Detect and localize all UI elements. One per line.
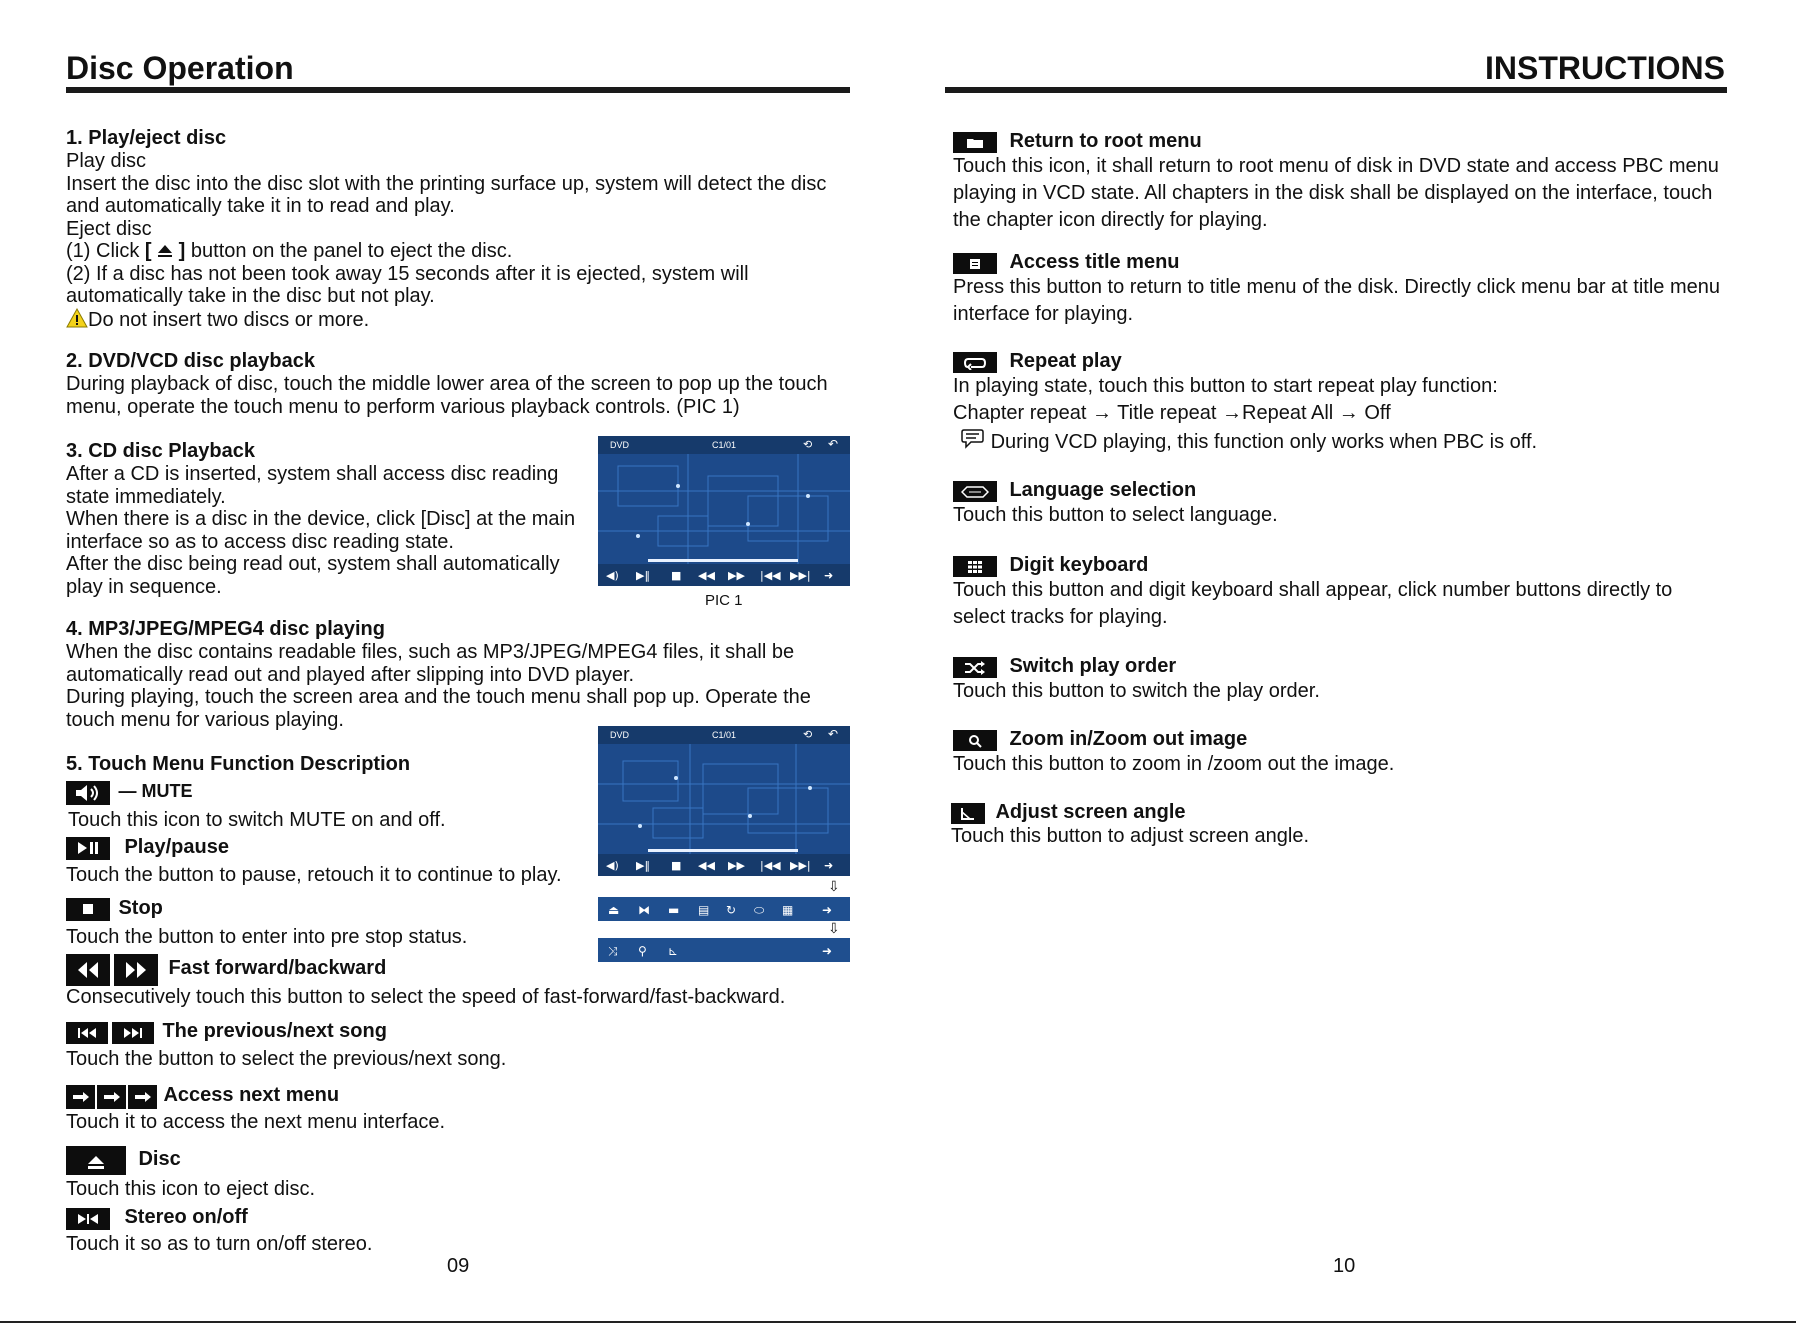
svg-text:◀): ◀) [606,859,619,872]
text-line: In playing state, touch this button to start repeat play function: [953,375,1498,398]
item-language [953,479,1733,529]
text-line: interface so as to access disc reading state. [66,530,454,553]
section-title: 4. MP3/JPEG/MPEG4 disc playing [66,618,385,640]
text-line: Eject disc [66,217,152,240]
arrow-down-icon: ⇩ [828,920,840,936]
svg-text:◀◀: ◀◀ [698,859,715,872]
section-title: 5. Touch Menu Function Description [66,753,411,775]
note-icon [961,427,985,449]
item-repeat [953,350,1733,455]
note-line [961,427,1733,455]
pic2-tag: DVD [610,730,630,740]
prev-label: The previous/next song [162,1020,387,1042]
right-header-rule [945,87,1727,93]
arrow-right-icon [66,1085,95,1109]
pic1-progress [648,559,798,562]
svg-text:■: ■ [671,569,682,582]
svg-text:➜: ➜ [822,903,833,917]
text-line: Insert the disc into the disc slot with the printing surface up, system will detect the disc [66,172,827,195]
section-play-eject [66,127,856,331]
page-number-right: 10 [1333,1255,1356,1277]
item-shuffle [953,655,1733,705]
bottom-rule [0,1321,1796,1323]
svg-text:▶‖: ▶‖ [636,859,650,872]
svg-text:▬: ▬ [668,903,680,917]
play-pause-icon [66,837,110,860]
arrow-right-icon [128,1085,157,1109]
next-icon [112,1022,154,1044]
text-line: After a CD is inserted, system shall access disc reading [66,463,559,485]
shuffle-icon [953,657,997,678]
text-line: touch menu for various playing. [66,708,344,731]
ff-row [66,954,386,986]
svg-text:|◀◀: |◀◀ [760,569,781,582]
item-zoom [953,728,1733,778]
back-icon: ↶ [828,437,839,451]
svg-text:⊾: ⊾ [668,944,679,958]
text-line: When there is a disc in the device, click [Disc] at the main [66,508,576,530]
item-label: Return to root menu [1009,130,1202,152]
next-menu-desc: Touch it to access the next menu interface. [66,1111,446,1133]
svg-text:⧓: ⧓ [638,903,650,917]
text-line: During playback of disc, touch the middle lower area of the screen to pop up the touch [66,373,828,395]
disc-row [66,1146,181,1175]
svg-text:⬭: ⬭ [754,903,765,917]
section-mp3 [66,618,856,731]
pic2-topbar [598,726,850,744]
svg-text:▶▶: ▶▶ [728,859,745,872]
text-line: playing in VCD state. All chapters in the disk shall be displayed on the interface, touch [953,182,1713,205]
svg-text:➜: ➜ [824,859,834,872]
mute-label: — MUTE [118,781,193,802]
text-line: select tracks for playing. [953,606,1168,629]
text-line: Touch this button to zoom in /zoom out the image. [953,753,1395,776]
pic1-screenshot [598,436,850,586]
item-angle [951,801,1731,848]
pic2-progress [648,849,798,852]
text-line: Touch this button to switch the play order. [953,680,1320,703]
left-header: Disc Operation [66,50,294,86]
section-dvd-vcd [66,350,856,418]
text-line: automatically take in the disc but not play. [66,285,435,307]
svg-text:▤: ▤ [698,903,710,917]
eject-icon [66,1146,126,1175]
play-row [66,836,229,860]
text-line: and automatically take it in to read and play. [66,195,455,217]
stop-icon [66,898,110,921]
pic1-caption: PIC 1 [705,592,743,609]
mute-desc: Touch this icon to switch MUTE on and off. [68,809,446,831]
stereo-icon [66,1208,110,1230]
play-label: Play/pause [124,836,229,858]
text-line: During playing, touch the screen area and the touch menu shall pop up. Operate the [66,686,811,708]
svg-text:◀◀: ◀◀ [698,569,715,582]
text-fragment: button on the panel to eject the disc. [190,240,513,262]
keypad-icon [953,556,997,577]
section-title: 2. DVD/VCD disc playback [66,350,315,372]
disc-desc: Touch this icon to eject disc. [66,1178,316,1200]
play-desc: Touch the button to pause, retouch it to continue to play. [66,864,562,886]
svg-text:◀): ◀) [606,569,619,582]
zoom-icon [953,730,997,751]
arrow-right-icon [97,1085,126,1109]
text-line: Touch this button to adjust screen angle. [951,825,1310,848]
page-number-left: 09 [447,1255,470,1277]
prev-next-row [66,1020,387,1044]
item-label: Language selection [1009,479,1197,501]
previous-icon [66,1022,108,1044]
eject-icon: [ ] [144,240,186,262]
pic1-track: C1/01 [712,440,737,450]
text-line: interface for playing. [953,303,1134,326]
svg-text:■: ■ [671,859,682,872]
svg-text:▶▶|: ▶▶| [790,569,811,582]
text-line: the chapter icon directly for playing. [953,209,1268,232]
stop-label: Stop [118,897,163,919]
repeat-icon [953,352,997,373]
menu-bar-3 [598,938,850,962]
text-line: Touch this icon, it shall return to root menu of disk in DVD state and access PBC menu [953,155,1719,178]
svg-text:▦: ▦ [782,903,794,917]
warning-line [66,308,856,332]
svg-text:⏏: ⏏ [608,903,620,917]
text-line: automatically read out and played after slipping into DVD player. [66,663,635,686]
svg-text:▶▶|: ▶▶| [790,859,811,872]
angle-icon [951,803,985,824]
text-line: Chapter repeat → Title repeat →Repeat All → Off [953,402,1391,425]
section-title: 3. CD disc Playback [66,440,255,462]
eject-instruction [66,240,856,263]
next-menu-row [66,1084,339,1109]
svg-text:➜: ➜ [822,944,833,958]
text-line: After the disc being read out, system shall automatically [66,553,560,575]
pic1-topbar [598,436,850,454]
svg-text:➜: ➜ [824,569,834,582]
item-label: Digit keyboard [1009,554,1149,576]
stop-desc: Touch the button to enter into pre stop status. [66,926,468,948]
language-icon [953,481,997,502]
stereo-desc: Touch it so as to turn on/off stereo. [66,1233,373,1255]
arrow-down-icon: ⇩ [828,878,840,894]
mute-row [66,781,192,805]
svg-text:↻: ↻ [726,903,737,917]
disc-label: Disc [138,1147,181,1170]
prev-desc: Touch the button to select the previous/next song. [66,1048,507,1070]
rewind-icon [66,954,110,986]
text-line: Touch this button to select language. [953,504,1278,527]
volume-icon [66,781,110,805]
menu-bar-2 [598,897,850,921]
pic2-screenshot [598,726,850,876]
stereo-label: Stereo on/off [124,1206,248,1228]
left-header-rule [66,87,850,93]
pic2-controlbar [598,854,850,876]
item-keypad [953,554,1733,631]
fast-forward-icon [114,954,158,986]
item-label: Adjust screen angle [995,801,1186,823]
pic1-controlbar [598,564,850,586]
right-header: INSTRUCTIONS [1485,50,1725,86]
ff-label: Fast forward/backward [168,957,387,980]
text-line: state immediately. [66,485,226,508]
svg-text:⤨: ⤨ [608,944,618,958]
pic1-tag: DVD [610,440,630,450]
text-line: Press this button to return to title menu of the disk. Directly click menu bar at title menu [953,276,1721,299]
folder-icon [953,132,997,153]
item-label: Repeat play [1009,350,1122,372]
text-line: When the disc contains readable files, such as MP3/JPEG/MPEG4 files, it shall be [66,641,795,663]
warning-icon [66,308,88,328]
text-line: play in sequence. [66,575,222,598]
back-icon: ↶ [828,727,839,741]
item-label: Access title menu [1009,251,1180,273]
repeat-icon: ⟲ [803,729,813,741]
svg-text:⚲: ⚲ [638,944,647,958]
item-label: Zoom in/Zoom out image [1009,728,1248,750]
section-cd [66,440,586,598]
item-label: Switch play order [1009,655,1177,677]
next-menu-label: Access next menu [163,1084,340,1106]
svg-text:▶▶: ▶▶ [728,569,745,582]
title-menu-icon [953,253,997,274]
ff-desc: Consecutively touch this button to select the speed of fast-forward/fast-backward. [66,986,786,1008]
text-line: (2) If a disc has not been took away 15 seconds after it is ejected, system will [66,262,749,285]
text-fragment: (1) Click [66,240,140,262]
note-text: During VCD playing, this function only works when PBC is off. [990,431,1538,454]
text-line: Play disc [66,150,147,172]
repeat-icon: ⟲ [803,439,813,451]
warning-text: Do not insert two discs or more. [88,308,370,331]
svg-text:|◀◀: |◀◀ [760,859,781,872]
stereo-row [66,1206,248,1230]
text-line: Touch this button and digit keyboard shall appear, click number buttons directly to [953,579,1673,602]
svg-text:▶‖: ▶‖ [636,569,650,582]
pic2-track: C1/01 [712,730,737,740]
section-title: 1. Play/eject disc [66,127,227,149]
item-root-menu [953,130,1733,234]
item-title-menu [953,251,1733,328]
text-line: menu, operate the touch menu to perform various playback controls. (PIC 1) [66,395,740,418]
stop-row [66,897,163,921]
